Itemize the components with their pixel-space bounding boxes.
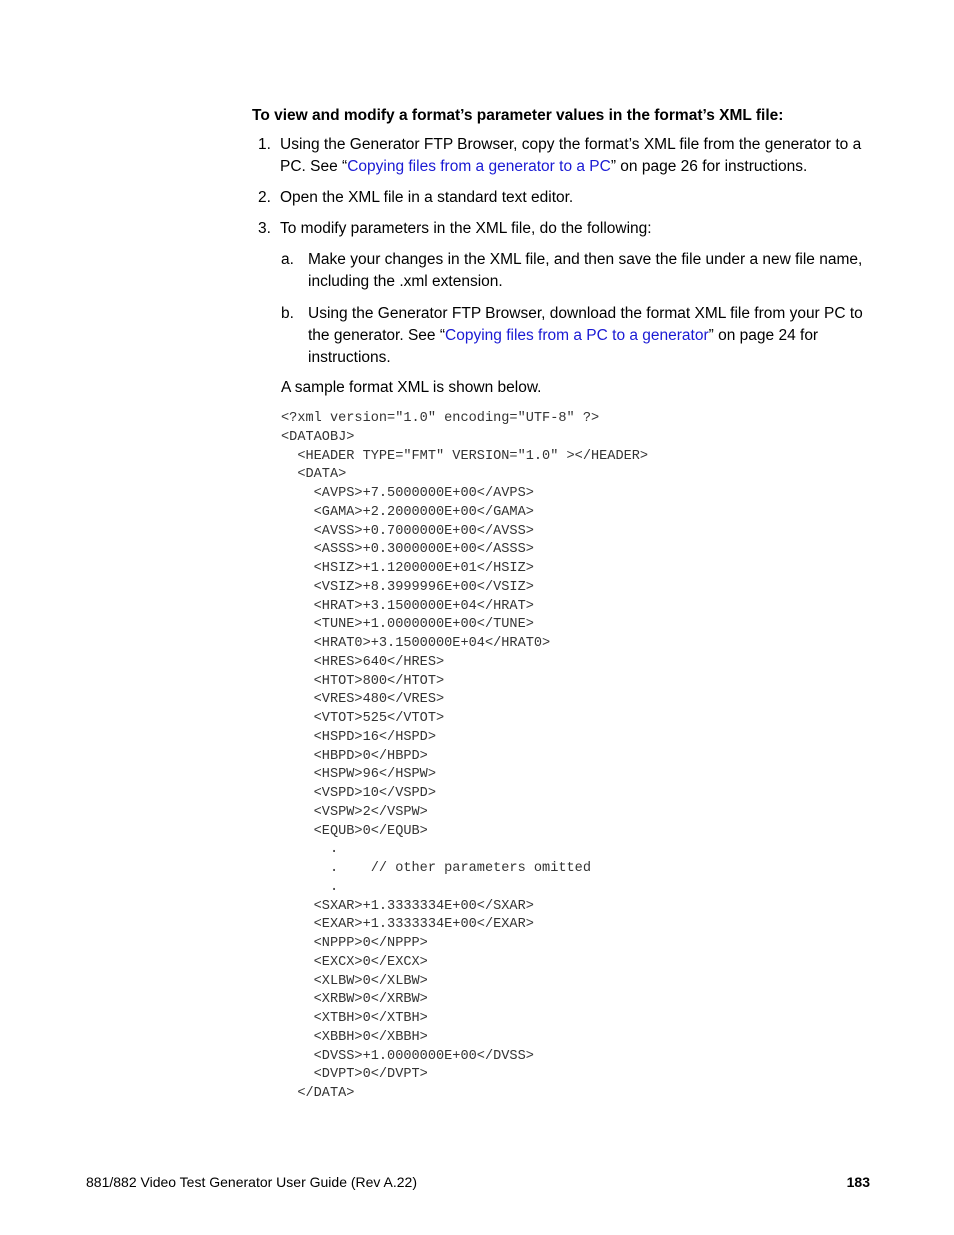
substep-text: Using the Generator FTP Browser, download the format XML file from your PC to the generator. See “Copying files from a PC to a generator” on page 24 for instructions.	[308, 305, 863, 366]
code-line: . // other parameters omitted	[281, 861, 591, 876]
code-line: <HSPW>96</HSPW>	[281, 767, 436, 783]
step-text: Open the XML file in a standard text editor.	[280, 189, 574, 206]
footer-title: 881/882 Video Test Generator User Guide (Rev A.22)	[86, 1174, 418, 1190]
page-number: 183	[846, 1174, 870, 1190]
code-line: <VSPW>2</VSPW>	[281, 804, 428, 820]
code-line: <XRBW>0</XRBW>	[281, 992, 428, 1008]
code-line: <TUNE>+1.0000000E+00</TUNE>	[281, 617, 534, 633]
code-line: <VTOT>525</VTOT>	[281, 711, 445, 726]
code-line: .	[281, 842, 339, 858]
code-line: <AVSS>+0.7000000E+00</AVSS>	[281, 523, 534, 539]
link-copy-generator-to-pc[interactable]: Copying files from a generator to a PC	[347, 158, 611, 175]
code-line: <DVPT>0</DVPT>	[281, 1067, 428, 1083]
code-line: <DATA>	[281, 467, 347, 483]
code-line: <XTBH>0</XTBH>	[281, 1011, 428, 1026]
code-line: <XLBW>0</XLBW>	[281, 973, 428, 989]
code-line: <?xml version="1.0" encoding="UTF-8" ?>	[281, 411, 600, 426]
sample-intro: A sample format XML is shown below.	[281, 379, 542, 396]
code-line: <HSPD>16</HSPD>	[281, 729, 436, 745]
step-number: 2.	[258, 189, 271, 206]
code-line: <ASSS>+0.3000000E+00</ASSS>	[281, 542, 534, 558]
code-line: <HSIZ>+1.1200000E+01</HSIZ>	[281, 561, 534, 576]
code-line: <EXAR>+1.3333334E+00</EXAR>	[281, 917, 534, 933]
link-copy-pc-to-generator[interactable]: Copying files from a PC to a generator	[445, 327, 709, 344]
code-line: <VSIZ>+8.3999996E+00</VSIZ>	[281, 579, 534, 595]
code-line: <HRAT>+3.1500000E+04</HRAT>	[281, 598, 534, 614]
xml-code-sample	[281, 410, 648, 1104]
code-line: <DATAOBJ>	[281, 429, 355, 445]
substep-letter: b.	[281, 305, 294, 322]
code-line: <HTOT>800</HTOT>	[281, 673, 445, 689]
code-line: <HRES>640</HRES>	[281, 654, 445, 670]
code-line: <HBPD>0</HBPD>	[281, 748, 428, 764]
code-line: </DATA>	[281, 1086, 355, 1101]
step-text: Using the Generator FTP Browser, copy the format’s XML file from the generator to a PC. See “Copying files from a generator to a PC” on page 26 for instructions.	[280, 136, 862, 175]
code-line: <DVSS>+1.0000000E+00</DVSS>	[281, 1048, 534, 1064]
code-line: <GAMA>+2.2000000E+00</GAMA>	[281, 504, 534, 520]
code-line: <NPPP>0</NPPP>	[281, 936, 428, 951]
substep-text: Make your changes in the XML file, and then save the file under a new file name, including the .xml extension.	[308, 251, 863, 290]
code-line: <AVPS>+7.5000000E+00</AVPS>	[281, 486, 534, 501]
procedure-heading: To view and modify a format’s parameter values in the format’s XML file:	[252, 107, 784, 124]
code-line: <VSPD>10</VSPD>	[281, 786, 436, 801]
substep-letter: a.	[281, 251, 294, 268]
code-line: <EQUB>0</EQUB>	[281, 823, 428, 839]
code-line: <SXAR>+1.3333334E+00</SXAR>	[281, 898, 534, 914]
code-line: <VRES>480</VRES>	[281, 692, 445, 708]
code-line: <EXCX>0</EXCX>	[281, 954, 428, 970]
code-line: <HEADER TYPE="FMT" VERSION="1.0" ></HEADER>	[281, 448, 649, 464]
step-number: 1.	[258, 136, 271, 153]
code-line: <HRAT0>+3.1500000E+04</HRAT0>	[281, 636, 551, 651]
code-line: <XBBH>0</XBBH>	[281, 1029, 428, 1045]
step-number: 3.	[258, 220, 271, 237]
step-text: To modify parameters in the XML file, do the following:	[280, 220, 652, 237]
code-line: .	[281, 879, 339, 895]
